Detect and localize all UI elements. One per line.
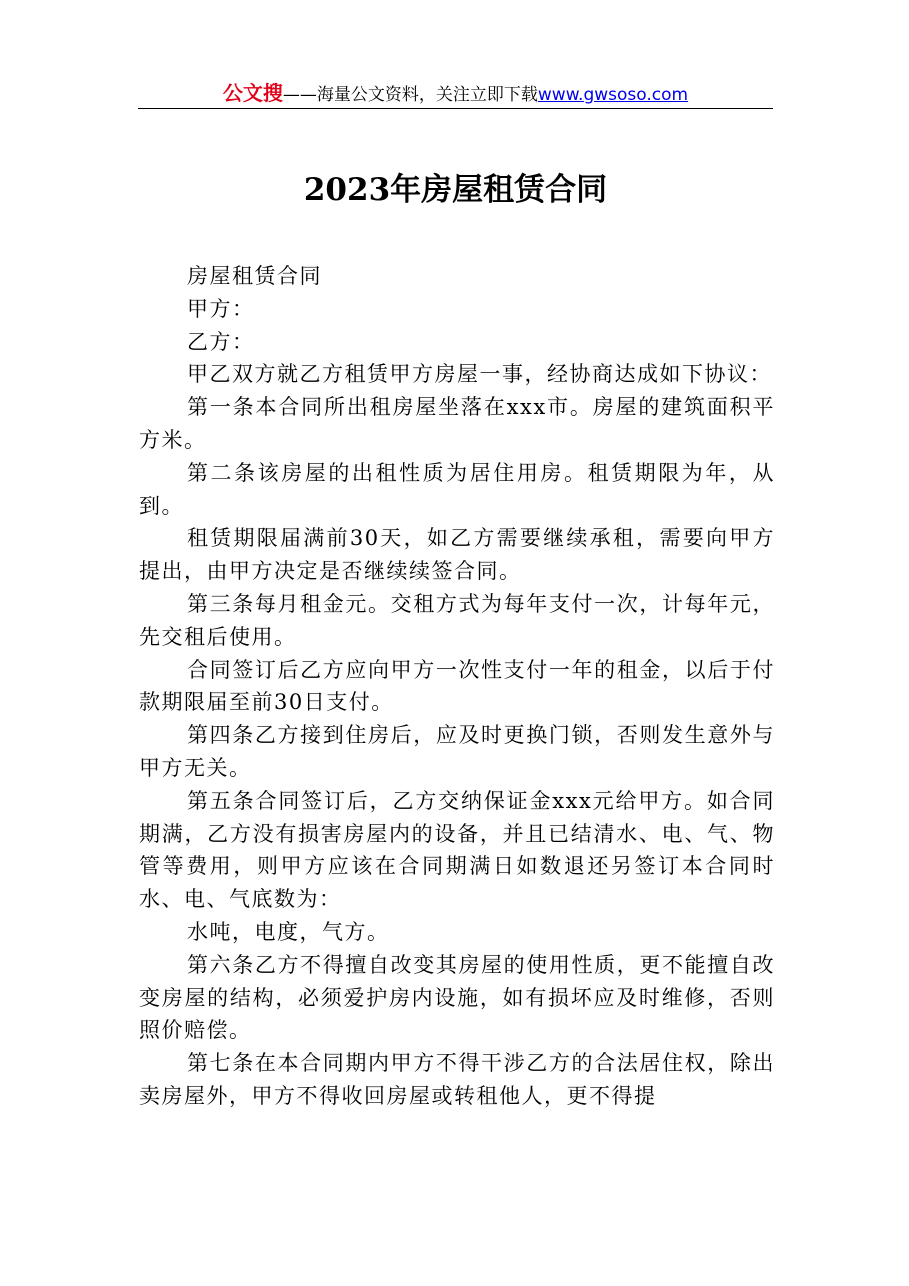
brand-logo-text: 公文搜	[222, 81, 283, 105]
document-title: 2023年房屋租赁合同	[303, 172, 608, 208]
paragraph: 合同签订后乙方应向甲方一次性支付一年的租金，以后于付款期限届至前30日支付。	[139, 657, 775, 715]
paragraph: 第一条本合同所出租房屋坐落在xxx市。房屋的建筑面积平方米。	[139, 395, 775, 452]
paragraph: 乙方：	[187, 329, 255, 354]
paragraph: 第七条在本合同期内甲方不得干涉乙方的合法居住权，除出卖房屋外，甲方不得收回房屋或转租他人，更不得提	[139, 1051, 775, 1108]
header-divider	[138, 108, 773, 109]
document-body	[139, 260, 775, 1113]
paragraph: 甲乙双方就乙方租赁甲方房屋一事，经协商达成如下协议：	[187, 362, 772, 387]
paragraph: 第二条该房屋的出租性质为居住用房。租赁期限为年，从到。	[139, 460, 775, 518]
paragraph: 甲方：	[187, 296, 255, 321]
paragraph: 第四条乙方接到住房后，应及时更换门锁，否则发生意外与甲方无关。	[139, 723, 775, 780]
page-header	[138, 78, 773, 108]
paragraph: 第六条乙方不得擅自改变其房屋的使用性质，更不能擅自改变房屋的结构，必须爱护房内设施，如有损坏应及时维修，否则照价赔偿。	[139, 952, 775, 1043]
header-tagline: ——海量公文资料，关注立即下载	[282, 85, 538, 105]
paragraph: 水吨，电度，气方。	[187, 919, 390, 944]
paragraph: 租赁期限届满前30天，如乙方需要继续承租，需要向甲方提出，由甲方决定是否继续续签合同。	[139, 526, 775, 584]
website-link[interactable]: www.gwsoso.com	[537, 85, 689, 105]
paragraph: 第三条每月租金元。交租方式为每年支付一次，计每年元，先交租后使用。	[139, 591, 775, 649]
paragraph: 第五条合同签订后，乙方交纳保证金xxx元给甲方。如合同期满，乙方没有损害房屋内的设备，并且已结清水、电、气、物管等费用，则甲方应该在合同期满日如数退还另签订本合同时水、电、气底数为：	[139, 788, 775, 912]
paragraph: 房屋租赁合同	[187, 264, 322, 288]
